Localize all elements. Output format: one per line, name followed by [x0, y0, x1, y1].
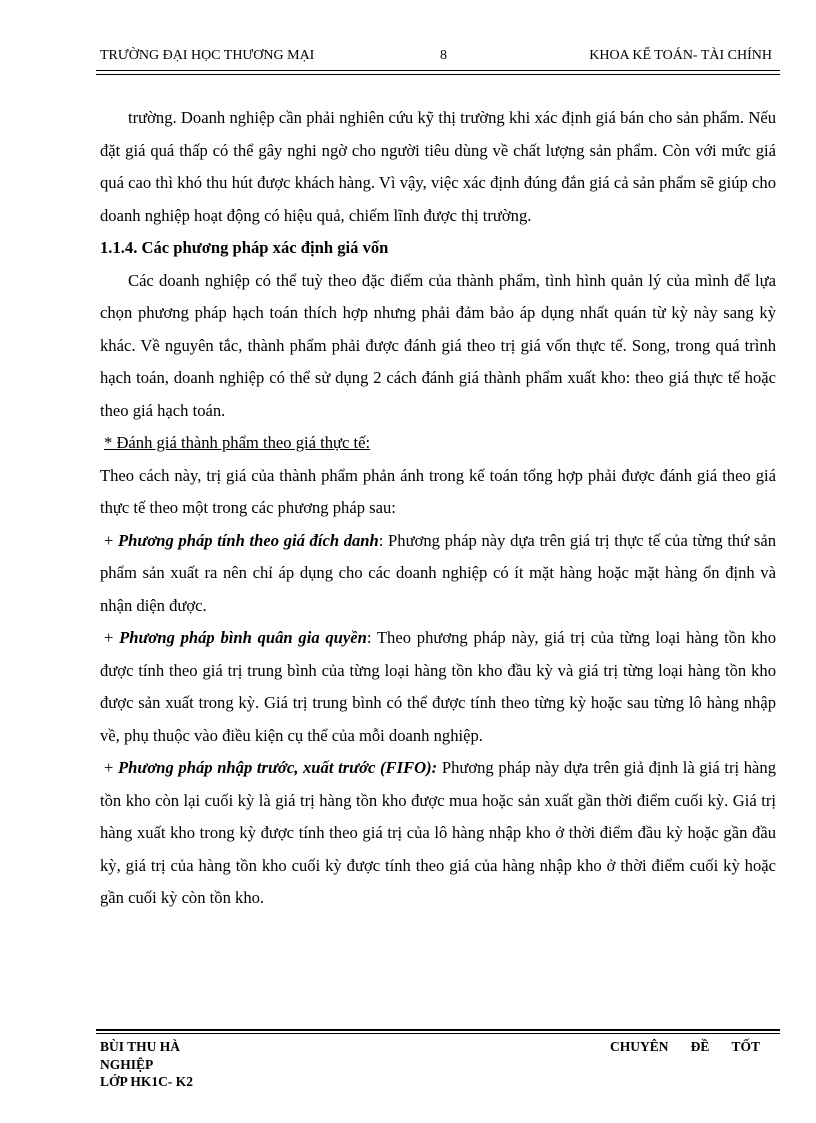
- footer-author-name: BÙI THU HÀ: [100, 1039, 181, 1054]
- header-page-number: 8: [440, 48, 447, 63]
- list-item-fifo: [100, 752, 776, 915]
- header-university: TRƯỜNG ĐẠI HỌC THƯƠNG MẠI: [100, 48, 315, 63]
- footer-author-line2: NGHIỆP: [100, 1056, 154, 1072]
- list-bullet: +: [104, 628, 120, 647]
- footer-author: [100, 1038, 300, 1091]
- paragraph-actual-price: Theo cách này, trị giá của thành phẩm phản ánh trong kế toán tổng hợp phải được đánh giá theo giá thực tế theo một trong các phương pháp sau:: [100, 465, 776, 517]
- page-header: [100, 48, 776, 70]
- footer-title-word: ĐỀ: [690, 1039, 710, 1054]
- footer-title: [610, 1038, 760, 1056]
- header-rule: [96, 70, 780, 71]
- list-bullet: +: [104, 530, 119, 550]
- footer-rule-thin: [96, 1033, 780, 1034]
- document-body: [100, 102, 776, 915]
- list-item-weighted-average: [100, 622, 776, 752]
- footer-rule: [96, 1029, 780, 1031]
- footer-title-word: CHUYÊN: [610, 1039, 669, 1054]
- header-rule-thin: [96, 74, 780, 75]
- method-description: : Theo phương pháp này, giá trị của từng loại hàng tồn kho được tính theo giá trị trung bình của từng loại hàng tồn kho đầu kỳ và giá trị từng loại hàng tồn kho được sản xuất trong kỳ. Giá trị trung bình có thể được tính theo từng kỳ hoặc sau từng lô hàng nhập về, phụ thuộc vào điều kiện cụ thể của mỗi doanh nghiệp.: [100, 628, 777, 745]
- method-term: Phương pháp nhập trước, xuất trước (FIFO):: [118, 758, 438, 777]
- method-description: : Phương pháp này dựa trên giá trị thực tế của từng thứ sản phẩm sản xuất ra nên chỉ áp dụng cho các doanh nghiệp có ít mặt hàng hoặc mặt hàng ổn định và nhận diện được.: [100, 530, 777, 615]
- paragraph-market: trường. Doanh nghiệp cần phải nghiên cứu kỹ thị trường khi xác định giá bán cho sản phẩm. Nếu đặt giá quá thấp có thể gây nghi ngờ cho người tiêu dùng về chất lượng sản phẩm. Còn với mức giá quá cao thì khó thu hút được khách hàng. Vì vậy, việc xác định đúng đắn giá cả sản phẩm sẽ giúp cho doanh nghiệp hoạt động có hiệu quả, chiếm lĩnh được thị trường.: [100, 108, 776, 225]
- paragraph-methods-intro: Các doanh nghiệp có thể tuỳ theo đặc điểm của thành phẩm, tình hình quản lý của mình để lựa chọn phương pháp hạch toán thích hợp nhưng phải đảm bảo áp dụng nhất quán từ kỳ này sang kỳ khác. Về nguyên tắc, thành phẩm phải được đánh giá theo trị giá vốn thực tế. Song, trong quá trình hạch toán, doanh nghiệp có thể sử dụng 2 cách đánh giá thành phẩm xuất kho: theo giá thực tế hoặc theo giá hạch toán.: [100, 270, 776, 420]
- footer-author-class: LỚP HK1C- K2: [100, 1074, 194, 1089]
- section-heading: 1.1.4. Các phương pháp xác định giá vốn: [100, 238, 389, 257]
- subheading-actual-price: [100, 427, 776, 460]
- footer-title-word: TỐT: [731, 1039, 760, 1054]
- header-faculty: KHOA KẾ TOÁN- TÀI CHÍNH: [589, 48, 772, 63]
- method-description: Phương pháp này dựa trên giả định là giá trị hàng tồn kho còn lại cuối kỳ là giá trị hàng tồn kho được mua hoặc sản xuất gần thời điểm cuối kỳ. Giá trị hàng xuất kho trong kỳ được tính theo giá trị của lô hàng nhập kho ở thời điểm đầu kỳ hoặc gần đầu kỳ, giá trị của hàng tồn kho cuối kỳ được tính theo giá của hàng nhập kho ở thời điểm cuối kỳ hoặc gần cuối kỳ còn tồn kho.: [100, 758, 777, 907]
- list-bullet: +: [104, 758, 119, 777]
- method-term: Phương pháp tính theo giá đích danh: [118, 530, 379, 550]
- subheading-text: * Đánh giá thành phẩm theo giá thực tế:: [104, 433, 371, 452]
- list-item-specific-identification: [100, 525, 776, 623]
- method-term: Phương pháp bình quân gia quyền: [119, 628, 367, 647]
